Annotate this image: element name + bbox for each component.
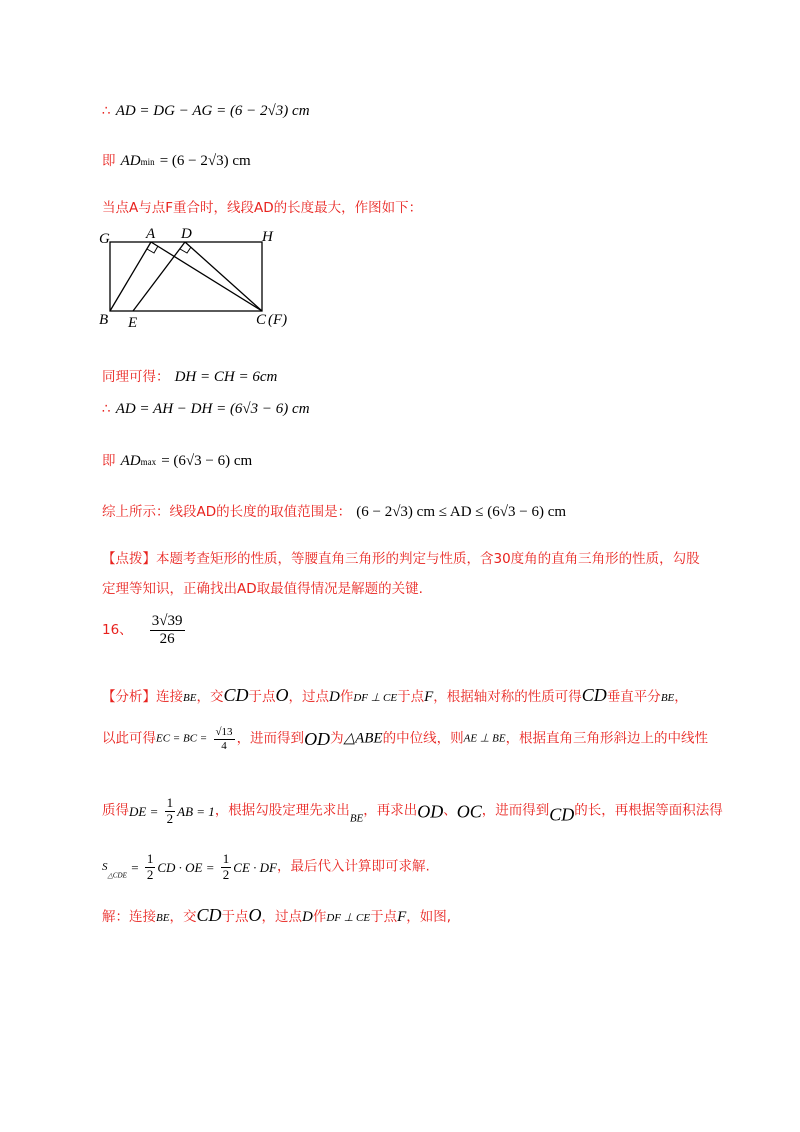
denominator: 2 <box>166 810 174 826</box>
label-g: G <box>99 231 110 247</box>
math-df-perp-ce: DF ⊥ CE <box>326 912 371 924</box>
math-subscript-cde: △CDE <box>107 871 127 880</box>
analysis-text: ， <box>674 689 688 705</box>
math-f: F <box>424 689 434 705</box>
solution-line <box>102 906 451 925</box>
equation-ad-min: = (6 − 2√3) cm <box>159 153 251 169</box>
analysis-text: ，过点 <box>288 689 329 705</box>
equation-ad-max: = (6√3 − 6) cm <box>161 453 253 469</box>
denominator: 2 <box>146 866 154 882</box>
analysis-text: ，交 <box>196 689 224 705</box>
label-h: H <box>262 229 273 245</box>
equation-dh-ch: DH = CH = 6cm <box>174 369 278 385</box>
segment-ed <box>133 242 185 311</box>
label-c: C <box>256 312 267 328</box>
analysis-text: ，根据轴对称的性质可得 <box>433 689 582 705</box>
math-cd: CD <box>223 685 249 705</box>
math-be: BE <box>349 812 364 825</box>
math-cd: CD <box>196 905 222 925</box>
math-be: BE <box>183 692 197 704</box>
analysis-text: 于点 <box>397 689 425 705</box>
solution-text: ，交 <box>169 909 197 925</box>
math-cd-oe: CD · OE = <box>157 859 215 875</box>
answer-denominator: 26 <box>159 631 175 648</box>
answer-fraction <box>150 613 185 649</box>
analysis-text: 以此可得 <box>102 730 156 747</box>
solution-text: 于点 <box>370 909 398 925</box>
max-subscript: max <box>140 457 157 467</box>
analysis-text: ，根据直角三角形斜边上的中线性 <box>505 730 709 747</box>
solution-text: ，如图, <box>406 909 452 925</box>
right-angle-mark-d <box>180 247 191 253</box>
analysis-text: 为 <box>330 730 344 747</box>
fraction-half <box>165 796 176 827</box>
ji-label: 即 <box>102 153 116 169</box>
dianbo-line-1: 【点拨】本题考查矩形的性质，等腰直角三角形的判定与性质，含30度角的直角三角形的性质，勾股 <box>102 551 700 567</box>
therefore-symbol: ∴ <box>102 103 111 119</box>
math-de: DE = <box>129 803 159 819</box>
range-inequality: (6 − 2√3) cm ≤ AD ≤ (6√3 − 6) cm <box>356 504 567 520</box>
denominator: 4 <box>221 739 227 752</box>
ad-symbol: AD <box>120 153 141 169</box>
math-be: BE <box>660 692 675 704</box>
analysis-text: 垂直平分 <box>606 689 661 705</box>
math-f: F <box>397 909 407 925</box>
label-b: B <box>99 312 109 328</box>
analysis-line-3 <box>102 796 723 827</box>
math-be: BE <box>156 912 170 924</box>
math-od: OD <box>304 729 331 750</box>
ad-symbol-2: AD <box>120 453 141 469</box>
analysis-line-1 <box>102 686 688 705</box>
ad-min-line <box>102 152 251 169</box>
numerator: 1 <box>146 851 154 866</box>
math-triangle-abe: △ABE <box>343 730 383 747</box>
therefore-line-2 <box>102 400 310 417</box>
label-f: (F) <box>268 312 288 328</box>
solution-text: 作 <box>312 909 327 925</box>
question-16-answer <box>102 613 187 649</box>
segment-dc <box>185 242 262 311</box>
analysis-line-4 <box>102 852 430 883</box>
math-o: O <box>248 905 262 925</box>
label-d: D <box>181 226 192 242</box>
summary-label: 综上所示：线段AD的长度的取值范围是： <box>102 504 352 520</box>
label-a: A <box>146 226 156 242</box>
math-cd: CD <box>581 685 607 705</box>
math-o: O <box>275 685 289 705</box>
analysis-text: 质得 <box>102 802 129 819</box>
analysis-text: 作 <box>339 689 354 705</box>
analysis-text: ，进而得到 <box>481 802 550 819</box>
max-case-statement: 当点A与点F重合时，线段AD的长度最大，作图如下： <box>102 200 423 216</box>
fraction-half-2 <box>221 852 232 883</box>
therefore-symbol-2: ∴ <box>102 401 111 417</box>
analysis-text: 【分析】连接 <box>102 689 183 705</box>
fraction-half-1 <box>145 852 156 883</box>
equation-ad-ah-dh: AD = AH − DH = (6√3 − 6) cm <box>115 401 310 417</box>
math-ae-perp-be: AE ⊥ BE <box>463 732 506 745</box>
analysis-text: 于点 <box>248 689 276 705</box>
min-subscript: min <box>140 157 155 167</box>
similar-line <box>102 368 277 385</box>
analysis-text: 、 <box>443 802 457 819</box>
math-d: D <box>328 689 340 705</box>
solution-text: 解：连接 <box>102 909 156 925</box>
segment-ac <box>151 242 262 311</box>
rectangle-diagram <box>96 226 306 330</box>
summary-line <box>102 503 566 520</box>
analysis-text: ，根据勾股定理先求出 <box>214 802 350 819</box>
analysis-line-2 <box>102 726 708 752</box>
analysis-text: ，进而得到 <box>236 730 305 747</box>
math-d: D <box>301 909 313 925</box>
analysis-text: ，再求出 <box>363 802 418 819</box>
math-equals: = <box>131 859 139 875</box>
denominator: 2 <box>222 866 230 882</box>
solution-text: ，过点 <box>261 909 302 925</box>
solution-text: 于点 <box>221 909 249 925</box>
analysis-text: 的长，再根据等面积法得 <box>574 802 723 819</box>
math-ab-eq-1: AB = 1 <box>177 803 215 819</box>
ji-label-2: 即 <box>102 453 116 469</box>
math-ec-bc: EC = BC = <box>156 732 208 745</box>
math-s: S <box>102 860 108 873</box>
numerator: 1 <box>222 851 230 866</box>
tongli-label: 同理可得： <box>102 369 170 385</box>
numerator: 1 <box>166 795 174 810</box>
label-e: E <box>128 315 138 330</box>
math-cd: CD <box>549 804 575 825</box>
math-oc: OC <box>456 801 482 822</box>
ad-max-line <box>102 452 252 469</box>
equation-ad-dg-ag: AD = DG − AG = (6 − 2√3) cm <box>115 103 310 119</box>
math-od: OD <box>417 801 444 822</box>
analysis-text: 的中位线，则 <box>382 730 464 747</box>
analysis-text: ，最后代入计算即可求解. <box>277 858 430 875</box>
segment-ba <box>110 242 151 311</box>
math-df-perp-ce: DF ⊥ CE <box>353 692 398 704</box>
question-number: 16、 <box>102 622 133 638</box>
numerator: √13 <box>215 726 233 738</box>
dianbo-line-2: 定理等知识，正确找出AD取最值得情况是解题的关键. <box>102 581 423 597</box>
therefore-line-1 <box>102 102 310 119</box>
math-ce-df: CE · DF <box>233 859 277 875</box>
answer-numerator: 3√39 <box>150 613 185 631</box>
fraction-sqrt13-4 <box>214 726 235 752</box>
